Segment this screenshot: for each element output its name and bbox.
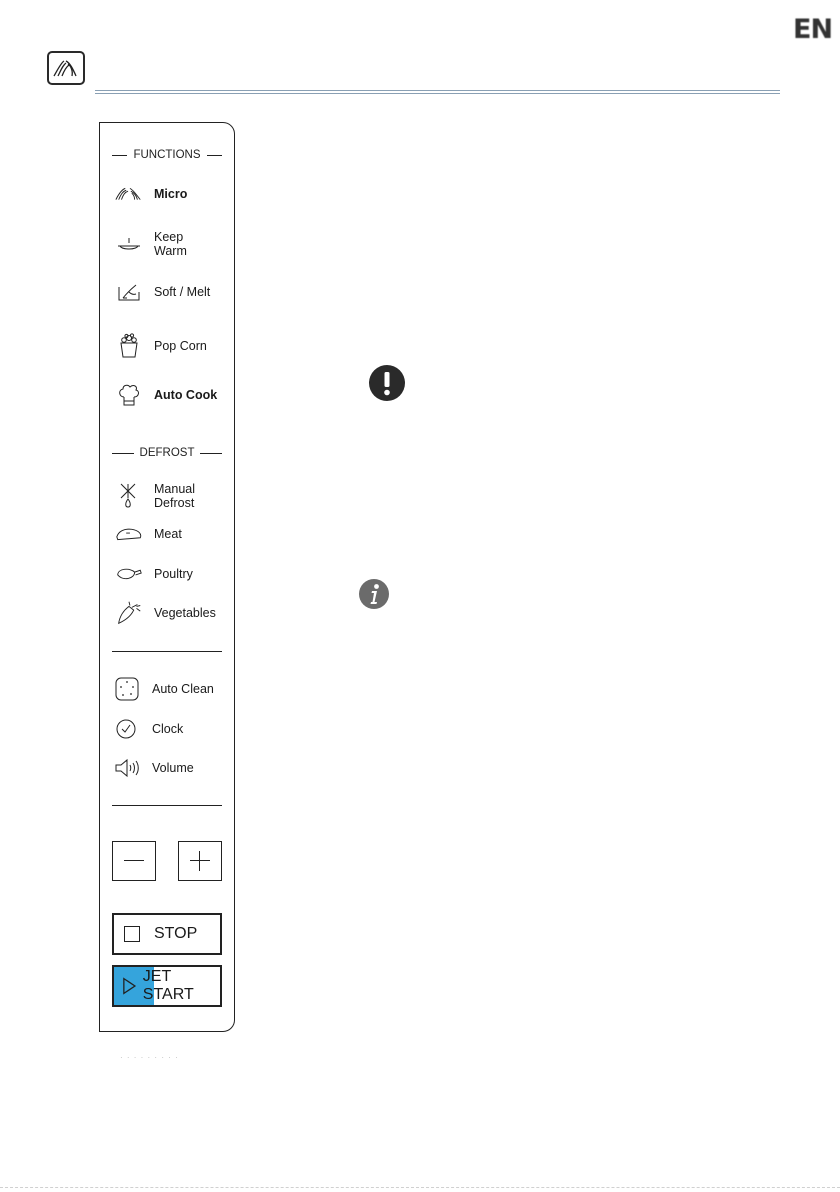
stop-button[interactable] bbox=[112, 913, 222, 955]
function-label: Auto Cook bbox=[154, 388, 218, 402]
minus-button[interactable] bbox=[112, 841, 156, 881]
clock-button[interactable] bbox=[114, 717, 234, 741]
speaker-icon bbox=[114, 756, 144, 780]
function-label: Micro bbox=[154, 187, 188, 201]
microwave-header-icon bbox=[47, 51, 85, 85]
control-panel bbox=[99, 122, 235, 1032]
setting-label: Clock bbox=[152, 722, 184, 736]
defrost-label: Vegetables bbox=[154, 606, 216, 620]
jet-start-button[interactable] bbox=[112, 965, 222, 1007]
clock-icon bbox=[114, 717, 144, 741]
function-soft-melt-button[interactable] bbox=[114, 280, 234, 304]
chef-hat-icon bbox=[114, 383, 144, 407]
function-popcorn-button[interactable] bbox=[114, 334, 234, 358]
defrost-meat-button[interactable] bbox=[114, 522, 234, 546]
divider bbox=[112, 805, 222, 806]
keep-warm-plate-icon bbox=[114, 232, 144, 256]
defrost-manual-button[interactable] bbox=[114, 482, 234, 510]
poultry-icon bbox=[114, 562, 144, 586]
function-label: Soft / Melt bbox=[154, 285, 211, 299]
setting-label: Auto Clean bbox=[152, 682, 214, 696]
function-micro-button[interactable] bbox=[114, 182, 234, 206]
microwave-waves-icon bbox=[114, 182, 144, 206]
defrost-label: Poultry bbox=[154, 567, 193, 581]
function-label: Keep Warm bbox=[154, 230, 187, 258]
defrost-vegetables-button[interactable] bbox=[114, 601, 234, 625]
plus-button[interactable] bbox=[178, 841, 222, 881]
snowflake-drop-icon bbox=[114, 484, 144, 508]
function-label: Pop Corn bbox=[154, 339, 207, 353]
volume-button[interactable] bbox=[114, 756, 234, 780]
faint-footer-mark: · · · · · · · · · bbox=[120, 1053, 179, 1062]
info-icon bbox=[358, 578, 390, 610]
stop-square-icon bbox=[124, 926, 140, 942]
setting-label: Volume bbox=[152, 761, 194, 775]
carrot-icon bbox=[114, 601, 144, 625]
auto-clean-button[interactable] bbox=[114, 677, 234, 701]
auto-clean-icon bbox=[114, 677, 144, 701]
section-defrost: DEFROST bbox=[112, 447, 222, 459]
divider bbox=[112, 651, 222, 652]
popcorn-icon bbox=[114, 334, 144, 358]
defrost-label: Meat bbox=[154, 527, 182, 541]
meat-steak-icon bbox=[114, 522, 144, 546]
defrost-label: Manual Defrost bbox=[154, 482, 195, 510]
stop-label: STOP bbox=[154, 925, 198, 942]
function-auto-cook-button[interactable] bbox=[114, 383, 234, 407]
defrost-poultry-button[interactable] bbox=[114, 562, 234, 586]
header-rule bbox=[95, 90, 780, 94]
jet-start-label: JET START bbox=[142, 968, 194, 1003]
page-bottom-edge bbox=[0, 1187, 840, 1188]
section-functions: FUNCTIONS bbox=[112, 149, 222, 161]
exclamation-icon bbox=[368, 364, 406, 402]
play-triangle-icon bbox=[122, 977, 137, 995]
language-code: EN bbox=[793, 14, 833, 45]
function-keep-warm-button[interactable] bbox=[114, 230, 234, 258]
soft-melt-bowl-icon bbox=[114, 280, 144, 304]
